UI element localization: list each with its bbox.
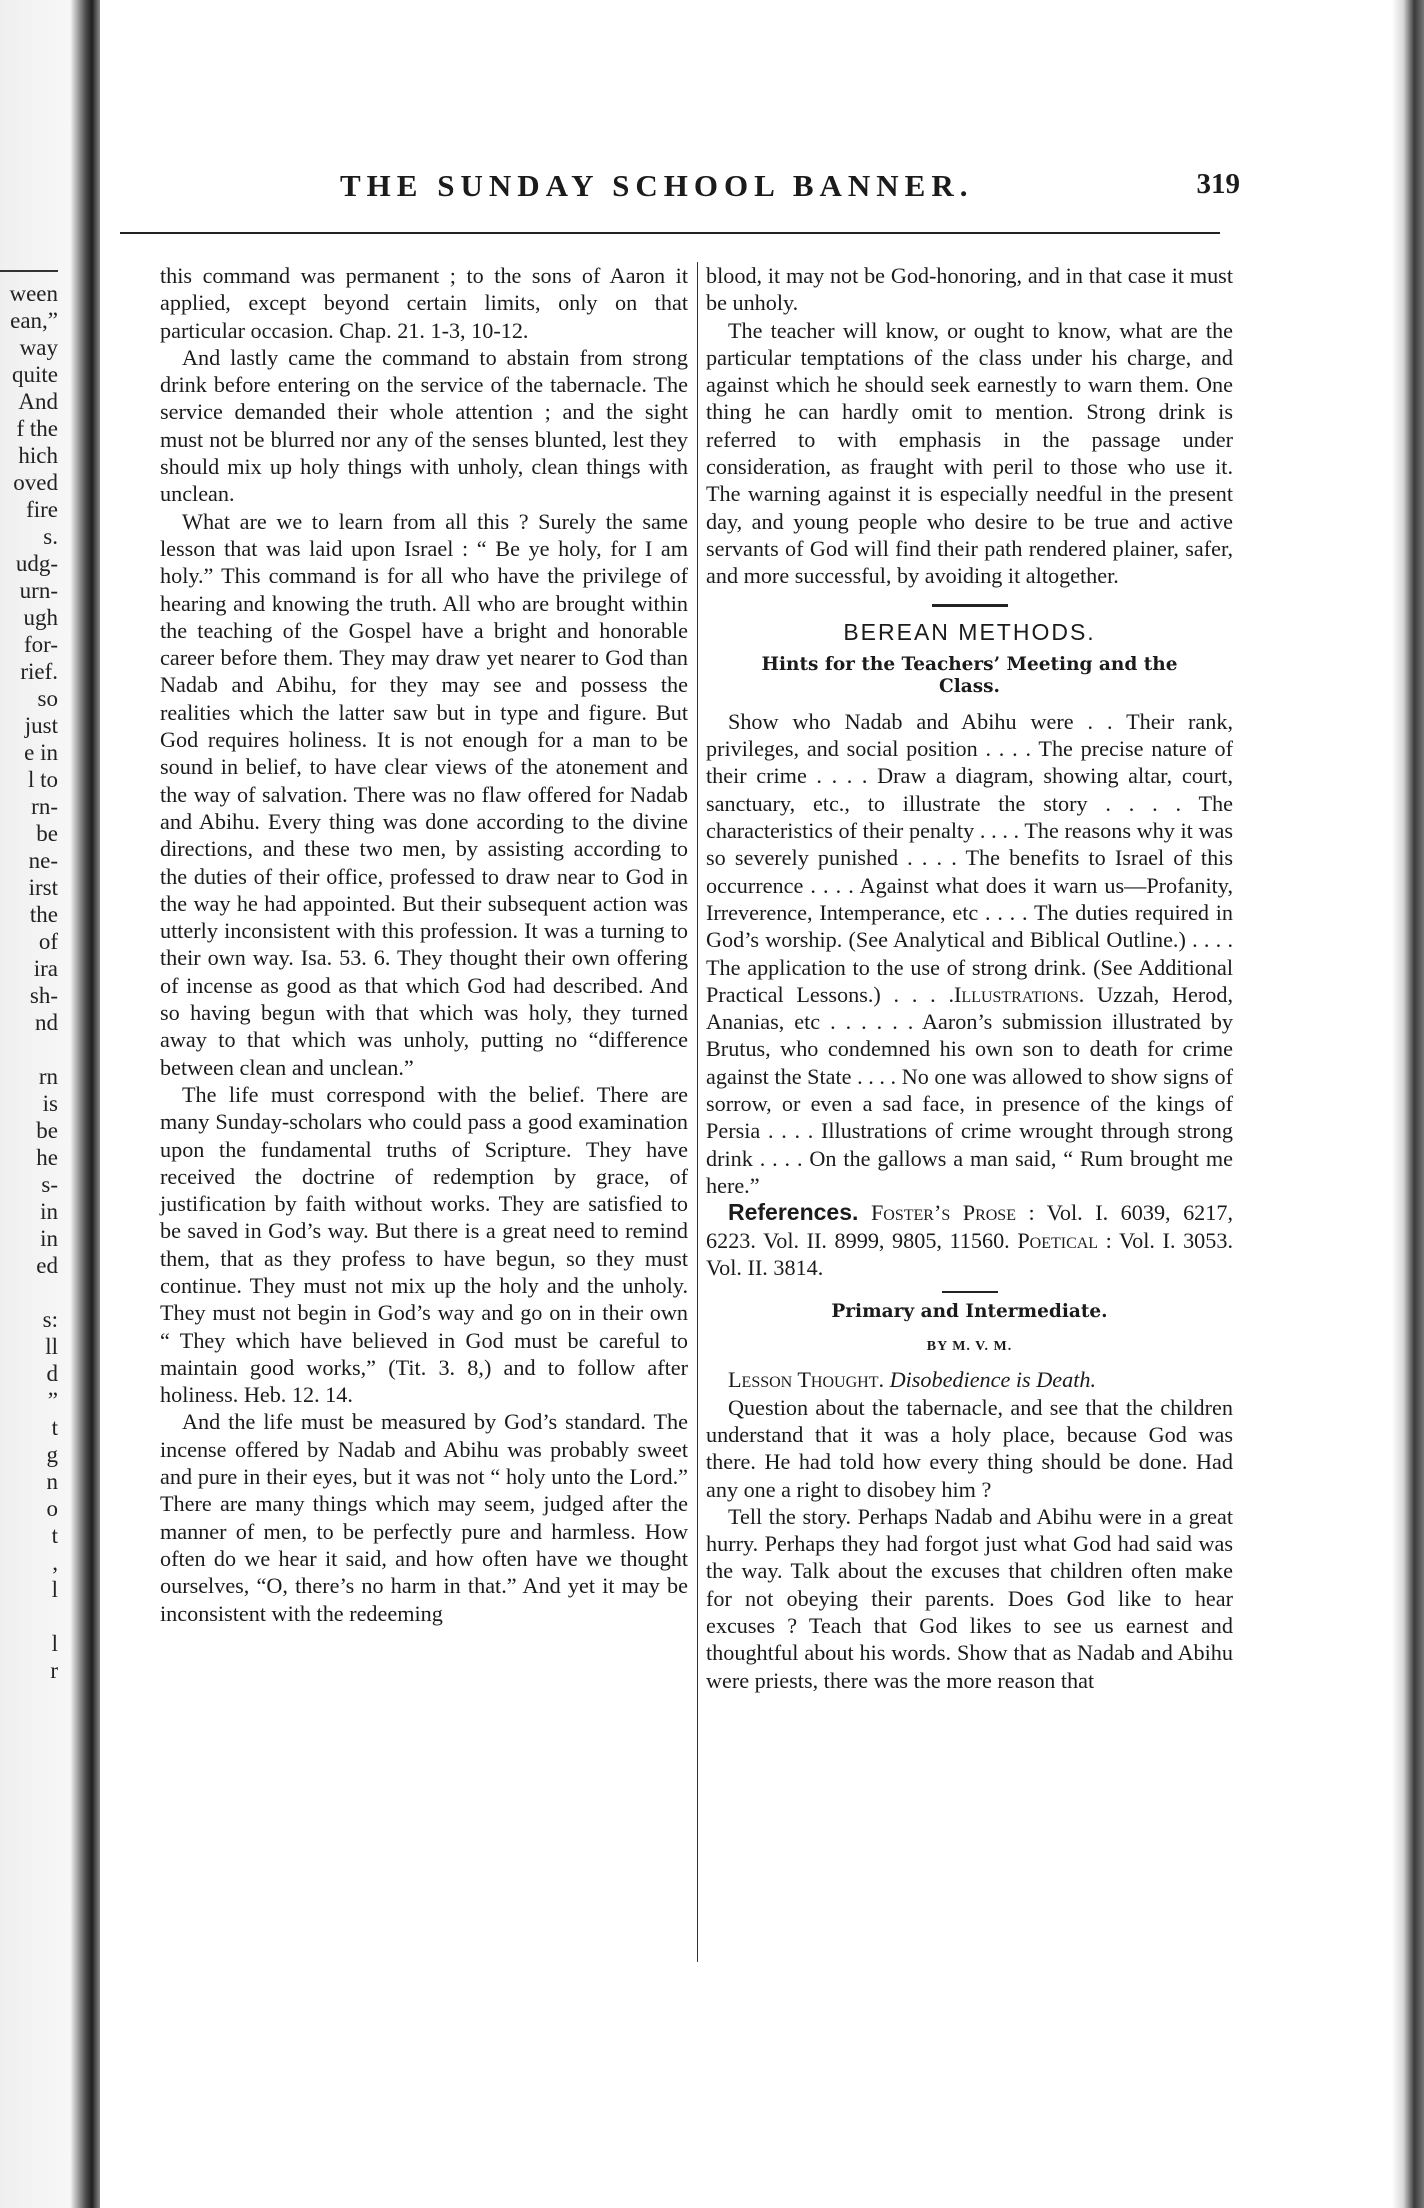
illustrations-label: Illustrations. xyxy=(954,981,1085,1007)
previous-page-line xyxy=(0,1036,58,1063)
previous-page-line: be xyxy=(36,1118,58,1143)
previous-page-line: oved xyxy=(13,470,58,495)
previous-page-line: ean,” xyxy=(10,308,58,333)
paragraph: And lastly came the command to abstain from strong drink before entering on the service of the tabernacle. The service demanded their whole attention ; and the sight must not be blurred nor any of the senses blunted, lest they should mix up holy things with unholy, clean things with unclean. xyxy=(160,344,688,507)
previous-page-fragments xyxy=(0,270,58,1770)
previous-page-line: he xyxy=(36,1145,58,1170)
previous-page-line: ugh xyxy=(23,605,58,630)
previous-page-line: nd xyxy=(35,1010,58,1035)
paragraph: Question about the tabernacle, and see that the children understand that it was a holy place, because God was there. He had told how every thing should be done. Had any one a right to disobey him ? xyxy=(706,1394,1233,1502)
header-rule xyxy=(120,232,1220,234)
paragraph: Tell the story. Perhaps Nadab and Abihu were in a great hurry. Perhaps they had forgot just what God had said was the way. Talk about the excuses that children often make for not obeying their parents. Does God like to hear excuses ? Teach that God likes to see us earnest and thoughtful about his words. Show that as Nadab and Abihu were priests, there was the more reason that xyxy=(706,1503,1233,1693)
previous-page-lines xyxy=(0,280,58,1684)
berean-methods-subtitle: Hints for the Teachers’ Meeting and the Class. xyxy=(761,653,1178,697)
fosters-prose-label: Foster’s Prose xyxy=(870,1200,1016,1226)
previous-page-line: l to xyxy=(27,767,58,792)
previous-page-line: ” xyxy=(47,1388,58,1413)
previous-page-line: s. xyxy=(43,524,58,549)
previous-page-line: , xyxy=(52,1550,58,1575)
previous-page-line: the xyxy=(29,902,58,927)
previous-page-line: n xyxy=(46,1469,58,1494)
paragraph: this command was permanent ; to the sons of Aaron it applied, except beyond certain limits, only on that particular occasion. Chap. 21. 1-3, 10-12. xyxy=(160,263,688,343)
previous-page-line: udg- xyxy=(15,551,58,576)
previous-page-line: for- xyxy=(23,632,58,657)
paragraph: The teacher will know, or ought to know, what are the particular temptations of the class under his charge, and against which he should seek earnestly to warn them. One thing he can hardly omit to mention. Strong drink is referred to with emphasis in the passage under consideration, as fraught with peril to those who use it. The warning against it is especially needful in the present day, and young people who desire to be true and active servants of God will find their path rendered plainer, safer, and more successful, by avoiding it altogether. xyxy=(706,317,1233,589)
page-header xyxy=(180,168,1240,214)
previous-page-line: ira xyxy=(33,956,58,981)
poetical-label: Poetical xyxy=(1017,1227,1099,1253)
previous-page-line xyxy=(0,1279,58,1306)
previous-page-line: ween xyxy=(9,281,58,306)
paragraph: blood, it may not be God-honoring, and in that case it must be unholy. xyxy=(706,263,1233,316)
previous-page-line: l xyxy=(51,1631,58,1656)
previous-page-line: fire xyxy=(26,497,58,522)
previous-page-line: be xyxy=(36,821,58,846)
poetical-refs: : Vol. I. 3053. Vol. II. 3814. xyxy=(706,1227,1233,1280)
previous-page-line: r xyxy=(50,1658,58,1683)
byline: BY M. V. M. xyxy=(926,1339,1013,1355)
paragraph: The life must correspond with the belief. There are many Sunday-scholars who could pass a good examination upon the fundamental truths of Scripture. They have received the doctrine of redemption by grace, of justification by faith without works. They are satisfied to be saved in God’s way. But there is a great need to remind them, that as they profess to have begun, so they must continue. They must not mix up the holy and the unholy. They must not begin in God’s way and go on in their own “ They which have believed in God must be careful to maintain good works,” (Tit. 3. 8,) and to follow after holiness. Heb. 12. 14. xyxy=(160,1081,688,1408)
previous-page-line: irst xyxy=(28,875,58,900)
right-column xyxy=(706,262,1233,1694)
berean-methods-body xyxy=(706,708,1233,1199)
previous-page-line: rn xyxy=(38,1064,58,1089)
lesson-thought-label: Lesson Thought. xyxy=(728,1367,885,1393)
previous-page-line: rn- xyxy=(31,794,58,819)
previous-page-line xyxy=(0,1603,58,1630)
previous-page-line: e in xyxy=(24,740,58,765)
previous-page-line: ne- xyxy=(28,848,58,873)
previous-page-line: urn- xyxy=(19,578,58,603)
previous-page-line: t xyxy=(51,1523,58,1548)
page-number: 319 xyxy=(1196,168,1240,200)
previous-page-line: And xyxy=(18,389,58,414)
berean-body-part-2: Uzzah, Herod, Ananias, etc . . . . . . Aaron’s submission illustrated by Brutus, who condemned his own son to death for crime against the State . . . . No one was allowed to show signs of sorrow, or even a sad face, in presence of the kings of Persia . . . . Illustrations of crime wrought through strong drink . . . . On the gallows a man said, “ Rum brought me here.” xyxy=(706,981,1234,1198)
scan-shadow-right xyxy=(1392,0,1424,2208)
previous-page-line: just xyxy=(24,713,58,738)
fosters-prose-refs: : Vol. I. 6039, 6217, 6223. Vol. II. 8999, 9805, 11560. xyxy=(706,1200,1234,1253)
primary-intermediate-title: Primary and Intermediate. xyxy=(831,1301,1108,1323)
previous-page-line: rief. xyxy=(20,659,58,684)
berean-methods-title: BEREAN METHODS. xyxy=(843,618,1096,645)
paragraph: And the life must be measured by God’s standard. The incense offered by Nadab and Abihu was probably sweet and pure in their eyes, but it was not “ holy unto the Lord.” There are many things which may seem, judged after the manner of men, to be perfectly pure and harmless. How often do we hear it said, and how often have we thought ourselves, “O, there’s no harm in that.” And yet it may be inconsistent with the redeeming xyxy=(160,1409,688,1626)
previous-page-line: o xyxy=(46,1496,58,1521)
running-title: THE SUNDAY SCHOOL BANNER. xyxy=(340,168,974,203)
section-divider xyxy=(942,1291,998,1293)
previous-page-line: quite xyxy=(12,362,58,387)
previous-page-line: t xyxy=(51,1415,58,1440)
previous-page-line: of xyxy=(38,929,58,954)
previous-page-line: d xyxy=(46,1361,58,1386)
references-label: References. xyxy=(728,1199,859,1226)
lesson-thought-text: Disobedience is Death. xyxy=(889,1367,1096,1393)
berean-body-part-1: Show who Nadab and Abihu were . . Their rank, privileges, and social position . . . . The precise nature of their crime . . . . Draw a diagram, showing altar, court, sanctuary, etc., to illustrate the story . . . . The characteristics of their penalty . . . . The reasons why it was so severely punished . . . . The benefits to Israel of this occurrence . . . . Against what does it warn us—Profanity, Irreverence, Intemperance, etc . . . . The duties required in God’s worship. (See Analytical and Biblical Outline.) . . . . The application to the use of strong drink. (See Additional Practical Lessons.) . . . . xyxy=(706,708,1233,1007)
previous-page-line: s- xyxy=(41,1172,58,1197)
previous-page-line: ed xyxy=(36,1253,58,1278)
column-divider xyxy=(697,262,698,1962)
previous-page-line: s: xyxy=(42,1307,58,1332)
previous-page-line: hich xyxy=(18,443,58,468)
section-divider xyxy=(932,604,1008,607)
previous-page-line: ll xyxy=(45,1334,58,1359)
previous-page-line: sh- xyxy=(29,983,58,1008)
paragraph: What are we to learn from all this ? Surely the same lesson that was laid upon Israel : “ Be ye holy, for I am holy.” This command is for all who have the privilege of hearing and knowing the truth. All who are brought within the teaching of the Gospel have a bright and honorable career before them. They may draw yet nearer to God than Nadab and Abihu, for they may see and possess the realities which the latter saw but in type and figure. But God requires holiness. It is not enough for a man to be sound in belief, to have clear views of the atonement and the way of salvation. There was no flaw offered for Nadab and Abihu. Every thing was done according to the divine directions, and these two men, by assisting according to the duties of their office, professed to draw near to God in the way he had appointed. But their subsequent action was utterly inconsistent with this profession. It was a turning to their own way. Isa. 53. 6. They thought their own offering of incense as good as that which God had described. And so having begun with that which was holy, they turned away to that which was unholy, putting no “difference between clean and unclean.” xyxy=(160,508,688,1080)
references xyxy=(706,1199,1233,1281)
previous-page-rule xyxy=(0,270,58,272)
lesson-thought xyxy=(706,1366,1233,1393)
previous-page-line: so xyxy=(37,686,58,711)
previous-page-line: in xyxy=(40,1199,58,1224)
left-column xyxy=(160,262,688,1627)
previous-page-line: l xyxy=(51,1577,58,1602)
previous-page-line: in xyxy=(40,1226,58,1251)
previous-page-line: g xyxy=(46,1442,58,1467)
previous-page-line: f the xyxy=(16,416,58,441)
previous-page-line: is xyxy=(42,1091,58,1116)
previous-page-line: way xyxy=(19,335,58,360)
